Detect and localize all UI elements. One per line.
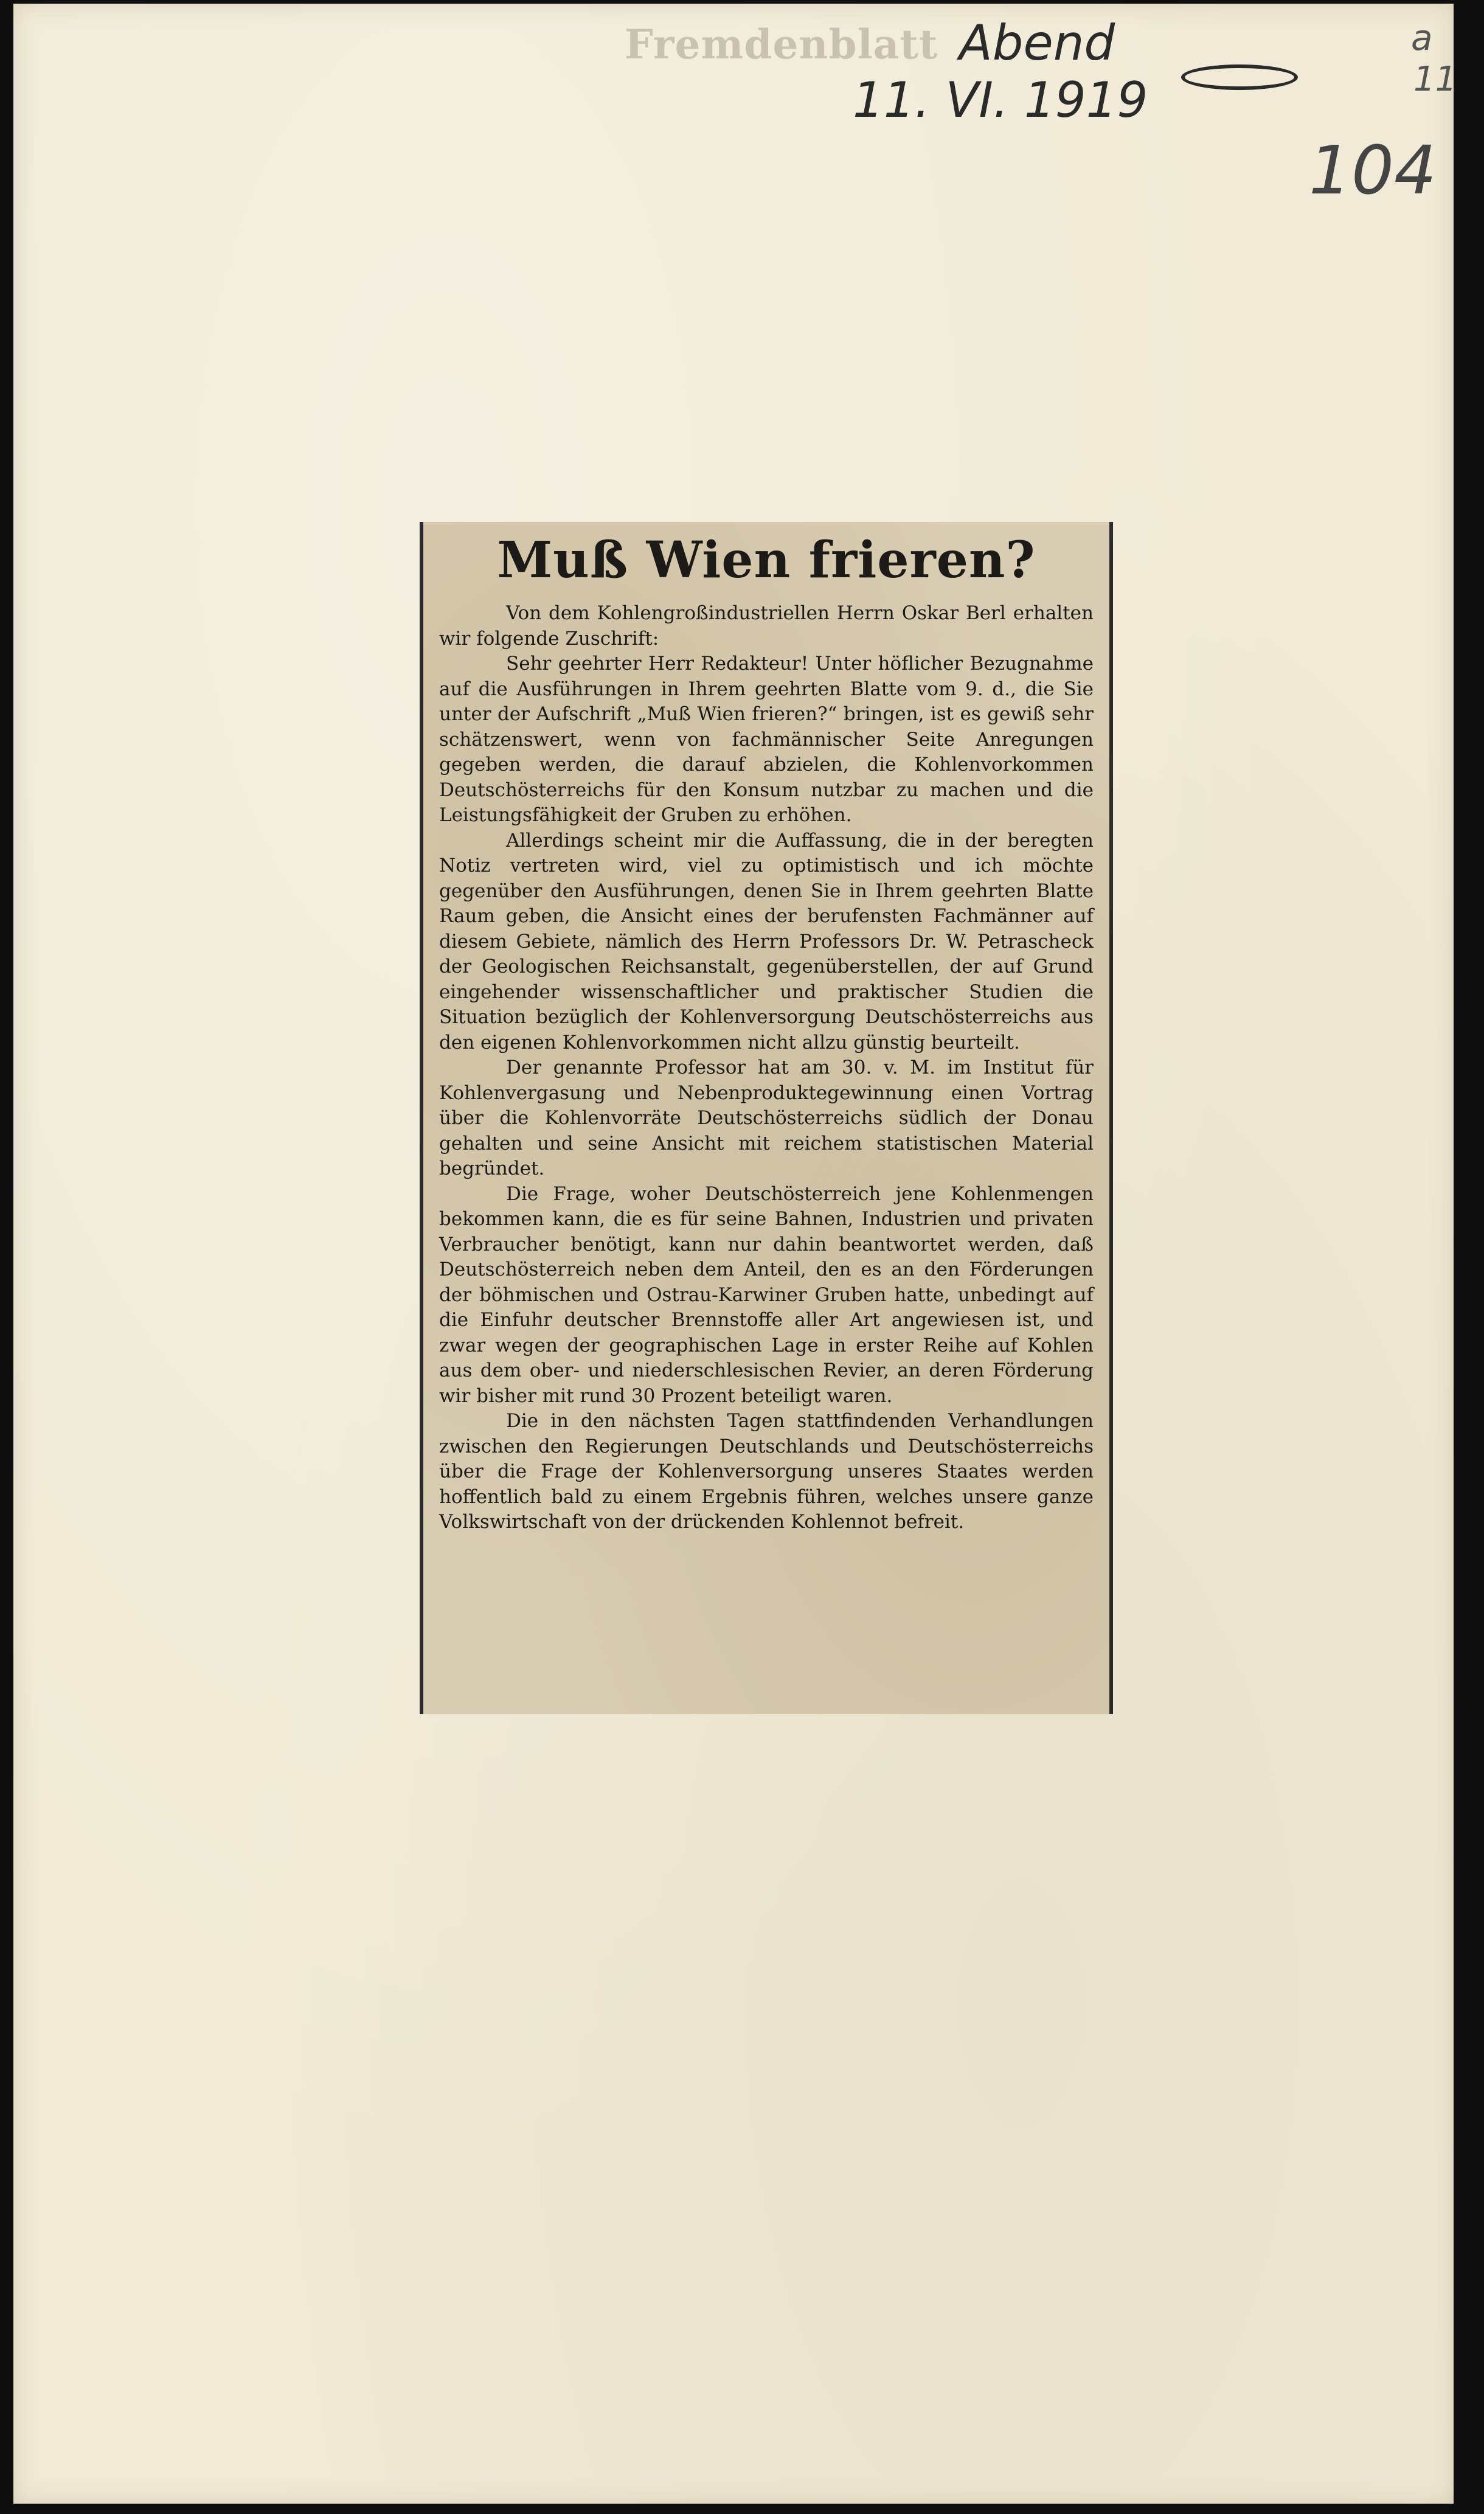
- margin-number: 11: [1413, 60, 1457, 99]
- handwritten-loop-mark: [1181, 64, 1298, 90]
- article-paragraph: Die Frage, woher Deutschösterreich jene Kohlenmengen bekommen kann, die es für seine Bahnen, Industrien und privaten Verbraucher benötigt, kann nur dahin beantwortet werden, daß Deutschösterreich neben dem Anteil, den es an den Förderungen der böhmischen und Ostrau-Karwiner Gruben hatte, unbedingt auf die Einfuhr deutscher Brennstoffe aller Art angewiesen ist, und zwar wegen der geographischen Lage in erster Reihe auf Kohlen aus dem ober- und niederschlesischen Revier, an deren Förderung wir bisher mit rund 30 Prozent beteiligt waren.: [439, 1182, 1094, 1407]
- newspaper-clipping: [420, 522, 1113, 1714]
- page-number: 104: [1309, 131, 1437, 209]
- handwritten-edition: Abend: [959, 15, 1115, 71]
- handwritten-date: 11. VI. 1919: [853, 72, 1148, 128]
- article-intro: Von dem Kohlengroßindustriellen Herrn Oskar Berl erhalten wir folgende Zuschrift:: [439, 602, 1094, 650]
- article-paragraph: Der genannte Professor hat am 30. v. M. im Institut für Kohlenvergasung und Nebenproduktegewinnung einen Vortrag über die Kohlenvorräte Deutschösterreichs südlich der Donau gehalten und seine Ansicht mit reichem statistischen Material begründet.: [439, 1057, 1094, 1180]
- article-paragraph: Allerdings scheint mir die Auffassung, die in der beregten Notiz vertreten wird, viel zu optimistisch und ich möchte gegenüber den Ausführungen, denen Sie in Ihrem geehrten Blatte Raum geben, die Ansicht eines der berufensten Fachmänner auf diesem Gebiete, nämlich des Herrn Professors Dr. W. Petrascheck der Geologischen Reichsanstalt, gegenüberstellen, der auf Grund eingehender wissenschaftlicher und praktischer Studien die Situation bezüglich der Kohlenversorgung Deutschösterreichs aus den eigenen Kohlenvorkommen nicht allzu günstig beurteilt.: [439, 829, 1094, 1054]
- article-headline: Muß Wien frieren?: [497, 531, 1036, 589]
- article-paragraph: Sehr geehrter Herr Redakteur! Unter höflicher Bezugnahme auf die Ausführungen in Ihrem geehrten Blatte vom 9. d., die Sie unter der Aufschrift „Muß Wien frieren?“ bringen, ist es gewiß sehr schätzenswert, wenn von fachmännischer Seite Anregungen gegeben werden, die darauf abzielen, die Kohlenvorkommen Deutschösterreichs für den Konsum nutzbar zu machen und die Leistungsfähigkeit der Gruben zu erhöhen.: [439, 653, 1094, 827]
- newspaper-stamp: Fremdenblatt: [625, 21, 938, 68]
- article-paragraph: Die in den nächsten Tagen stattfindenden Verhandlungen zwischen den Regierungen Deutschlands und Deutschösterreichs über die Frage der Kohlenversorgung unseres Staates werden hoffentlich bald zu einem Ergebnis führen, welches unsere ganze Volkswirtschaft von der drückenden Kohlennot befreit.: [439, 1410, 1094, 1533]
- margin-letter: a: [1411, 17, 1433, 58]
